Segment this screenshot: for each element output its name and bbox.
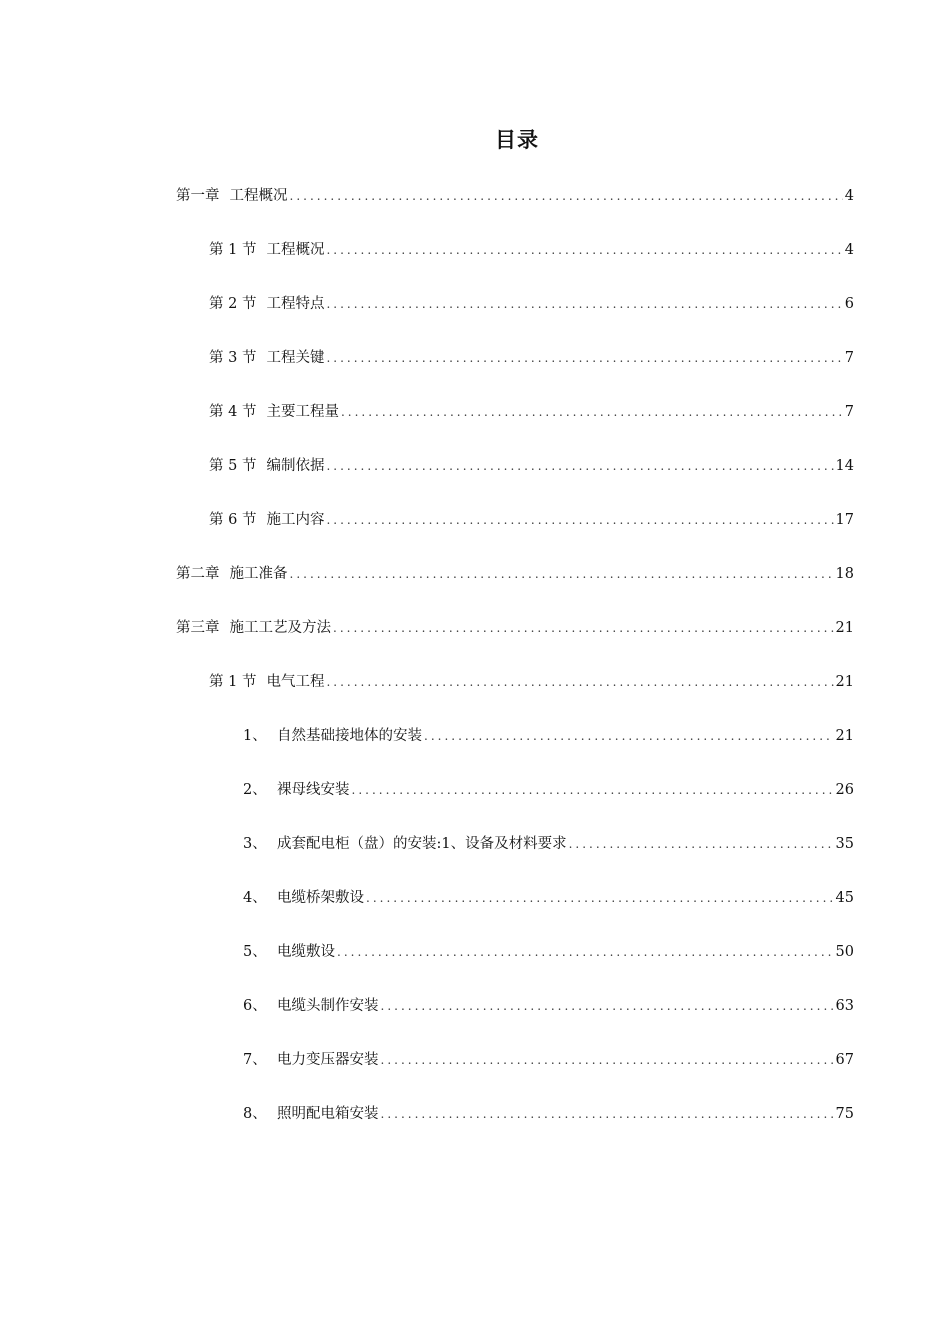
toc-entry-number: 第 4 节 (209, 404, 257, 420)
dot-leader (341, 401, 843, 423)
toc-entry-title: 成套配电柜（盘）的安装:1、设备及材料要求 (277, 836, 567, 852)
toc-entry[interactable] (243, 941, 854, 963)
toc-entry-page: 18 (835, 566, 854, 582)
toc-entry-label (243, 1103, 379, 1125)
toc-entry-label (243, 725, 422, 747)
dot-leader (337, 941, 834, 963)
toc-entry[interactable] (209, 455, 854, 477)
toc-entry-title: 主要工程量 (266, 404, 339, 420)
toc-entry-page: 17 (835, 512, 854, 528)
toc-entry-title: 电力变压器安装 (277, 1052, 379, 1068)
toc-entry-page: 75 (835, 1106, 854, 1122)
dot-leader (326, 509, 833, 531)
toc-entry-page: 67 (835, 1052, 854, 1068)
dot-leader (326, 239, 842, 261)
toc-entry[interactable] (176, 185, 854, 207)
toc-entry-page: 4 (844, 242, 854, 258)
toc-entry-page: 7 (844, 350, 854, 366)
toc-entry-label (243, 995, 379, 1017)
toc-entry-title: 施工工艺及方法 (229, 620, 331, 636)
toc-entry-title: 电缆头制作安装 (277, 998, 379, 1014)
toc-entry-page: 4 (844, 188, 854, 204)
toc-entry[interactable] (209, 401, 854, 423)
toc-entry-page: 63 (835, 998, 854, 1014)
toc-entry[interactable] (243, 887, 854, 909)
toc-entry[interactable] (243, 995, 854, 1017)
dot-leader (290, 185, 843, 207)
toc-entry-label (243, 941, 335, 963)
dot-leader (381, 1103, 834, 1125)
toc-entry-page: 7 (844, 404, 854, 420)
toc-entry-page: 21 (835, 674, 854, 690)
toc-entry-title: 工程概况 (266, 242, 325, 258)
dot-leader (290, 563, 834, 585)
toc-entry-title: 工程关键 (266, 350, 325, 366)
dot-leader (424, 725, 834, 747)
toc-entry-number: 第 6 节 (209, 512, 257, 528)
toc-entry-page: 6 (844, 296, 854, 312)
dot-leader (569, 833, 834, 855)
toc-entry-label (176, 185, 288, 207)
toc-entry-title: 工程概况 (229, 188, 288, 204)
toc-entry[interactable] (209, 347, 854, 369)
dot-leader (381, 1049, 834, 1071)
toc-entry-number: 第一章 (176, 188, 220, 204)
toc-entry[interactable] (243, 779, 854, 801)
toc-entry[interactable] (243, 833, 854, 855)
toc-entry-number: 8、 (243, 1106, 267, 1122)
toc-entry-number: 1、 (243, 728, 267, 744)
toc-entry-title: 施工内容 (266, 512, 325, 528)
toc-entry-title: 电气工程 (266, 674, 325, 690)
toc-entry-label (209, 455, 324, 477)
toc-entry-page: 35 (835, 836, 854, 852)
toc-entry-label (209, 671, 324, 693)
toc-entry-page: 21 (835, 728, 854, 744)
toc-entry-label (243, 887, 364, 909)
toc-entry-number: 第 2 节 (209, 296, 257, 312)
toc-entry-number: 2、 (243, 782, 267, 798)
toc-entry-page: 14 (835, 458, 854, 474)
toc-entry-label (176, 617, 331, 639)
toc-entry[interactable] (243, 1103, 854, 1125)
toc-entry-number: 5、 (243, 944, 267, 960)
toc-entry-title: 裸母线安装 (277, 782, 350, 798)
dot-leader (333, 617, 834, 639)
toc-entry-page: 21 (835, 620, 854, 636)
toc-entry-number: 6、 (243, 998, 267, 1014)
toc-entry-label (243, 1049, 379, 1071)
toc-entry-label (243, 833, 567, 855)
toc-entry-number: 4、 (243, 890, 267, 906)
dot-leader (326, 671, 833, 693)
toc-entry[interactable] (209, 239, 854, 261)
toc-entry-title: 照明配电箱安装 (277, 1106, 379, 1122)
dot-leader (326, 347, 842, 369)
toc-entry[interactable] (209, 293, 854, 315)
toc-entry-label (209, 509, 324, 531)
toc-entry[interactable] (243, 1049, 854, 1071)
toc-entry-label (243, 779, 350, 801)
toc-entry-number: 第 3 节 (209, 350, 257, 366)
page-title: 目录 (495, 128, 539, 152)
toc-entry-label (176, 563, 288, 585)
dot-leader (366, 887, 834, 909)
toc-entry-number: 第二章 (176, 566, 220, 582)
toc-entry-label (209, 401, 339, 423)
toc-entry-number: 7、 (243, 1052, 267, 1068)
dot-leader (352, 779, 834, 801)
toc-entry-page: 45 (835, 890, 854, 906)
toc-entry[interactable] (209, 509, 854, 531)
toc-entry[interactable] (176, 563, 854, 585)
toc-entry-number: 第 1 节 (209, 674, 257, 690)
toc-entry[interactable] (176, 617, 854, 639)
toc-entry-label (209, 239, 324, 261)
toc-entry-title: 工程特点 (266, 296, 325, 312)
toc-entry-label (209, 293, 324, 315)
toc-entry-title: 施工准备 (229, 566, 288, 582)
toc-entry-page: 26 (835, 782, 854, 798)
toc-entry-page: 50 (835, 944, 854, 960)
toc-entry-title: 自然基础接地体的安装 (277, 728, 422, 744)
toc-entry-title: 编制依据 (266, 458, 325, 474)
toc-entry-number: 第三章 (176, 620, 220, 636)
dot-leader (381, 995, 834, 1017)
toc-entry-title: 电缆敷设 (277, 944, 335, 960)
toc-entry-number: 3、 (243, 836, 267, 852)
toc-entry-label (209, 347, 324, 369)
toc-entry-number: 第 5 节 (209, 458, 257, 474)
toc-entry-title: 电缆桥架敷设 (277, 890, 364, 906)
toc-entry[interactable] (209, 671, 854, 693)
dot-leader (326, 455, 833, 477)
toc-entry[interactable] (243, 725, 854, 747)
dot-leader (326, 293, 842, 315)
toc-entry-number: 第 1 节 (209, 242, 257, 258)
